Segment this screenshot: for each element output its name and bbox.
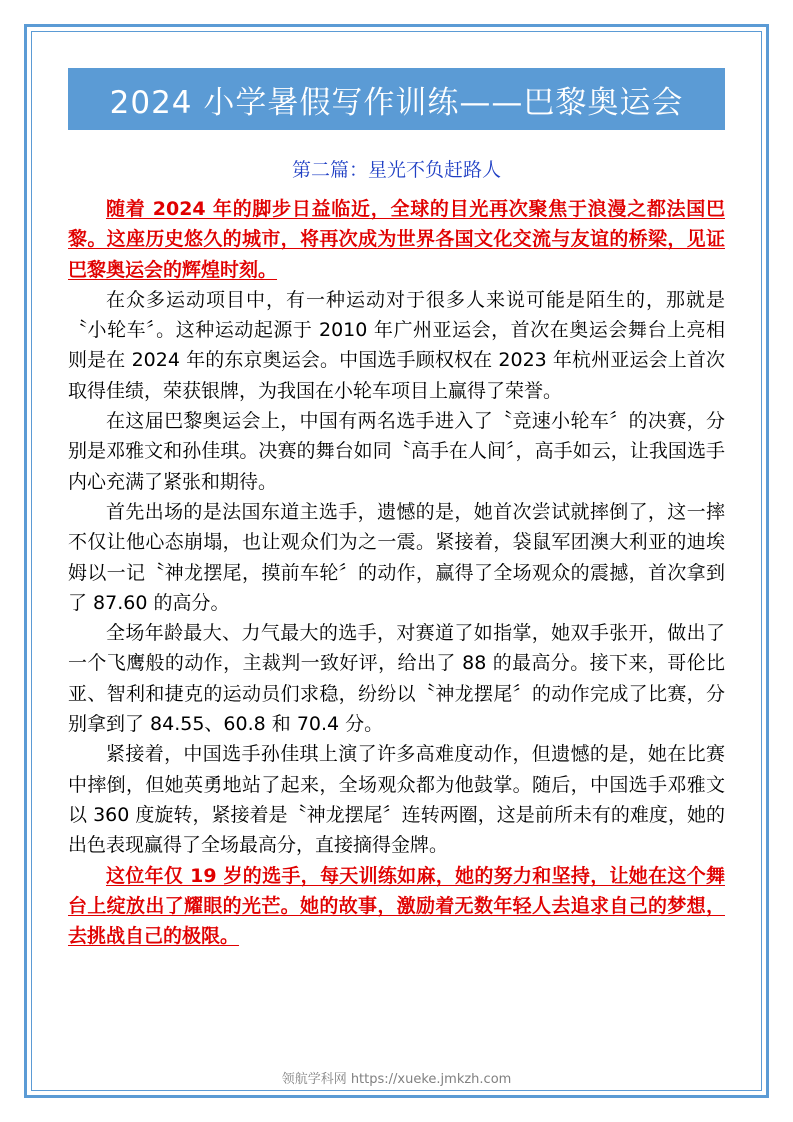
page-title: 2024 小学暑假写作训练——巴黎奥运会 (109, 84, 684, 121)
body-paragraph: 紧接着，中国选手孙佳琪上演了许多高难度动作，但遗憾的是，她在比赛中摔倒，但她英勇地站了起来，全场观众都为他鼓掌。随后，中国选手邓雅文以 360 度旋转，紧接着是〝神龙摆尾〞连转两圈，这是前所未有的难度，她的出色表现赢得了全场最高分，直接摘得金牌。 (68, 743, 725, 857)
article-body (68, 194, 725, 951)
conclusion-paragraph (68, 861, 725, 952)
footer-watermark: 领航学科网 https://xueke.jmkzh.com (281, 1072, 512, 1087)
conclusion-text: 这位年仅 19 岁的选手，每天训练如麻，她的努力和坚持，让她在这个舞台上绽放出了耀眼的光芒。她的故事，激励着无数年轻人去追求自己的梦想，去挑战自己的极限。 (68, 864, 725, 948)
body-paragraph: 在这届巴黎奥运会上，中国有两名选手进入了〝竞速小轮车〞的决赛，分别是邓雅文和孙佳琪。决赛的舞台如同〝高手在人间〞，高手如云，让我国选手内心充满了紧张和期待。 (68, 410, 725, 493)
body-paragraph: 在众多运动项目中，有一种运动对于很多人来说可能是陌生的，那就是〝小轮车〞。这种运动起源于 2010 年广州亚运会，首次在奥运会舞台上亮相则是在 2024 年的东京奥运会。中国选手顾权权在 2023 年杭州亚运会上首次取得佳绩，荣获银牌，为我国在小轮车项目上赢得了荣誉。 (68, 288, 725, 402)
title-banner (68, 68, 725, 130)
intro-paragraph (68, 194, 725, 285)
body-paragraph: 全场年龄最大、力气最大的选手，对赛道了如指掌，她双手张开，做出了一个飞鹰般的动作，主裁判一致好评，给出了 88 的最高分。接下来，哥伦比亚、智利和捷克的运动员们求稳，纷纷以〝神龙摆尾〞的动作完成了比赛，分别拿到了 84.55、60.8 和 70.4 分。 (68, 622, 725, 736)
article-subtitle: 第二篇：星光不负赶路人 (291, 159, 501, 181)
body-paragraph: 首先出场的是法国东道主选手，遗憾的是，她首次尝试就摔倒了，这一摔不仅让他心态崩塌，也让观众们为之一震。紧接着，袋鼠军团澳大利亚的迪埃姆以一记〝神龙摆尾，摸前车轮〞的动作，赢得了全场观众的震撼，首次拿到了 87.60 的高分。 (68, 500, 725, 614)
intro-text: 随着 2024 年的脚步日益临近，全球的目光再次聚焦于浪漫之都法国巴黎。这座历史悠久的城市，将再次成为世界各国文化交流与友谊的桥梁，见证巴黎奥运会的辉煌时刻。 (68, 198, 725, 281)
